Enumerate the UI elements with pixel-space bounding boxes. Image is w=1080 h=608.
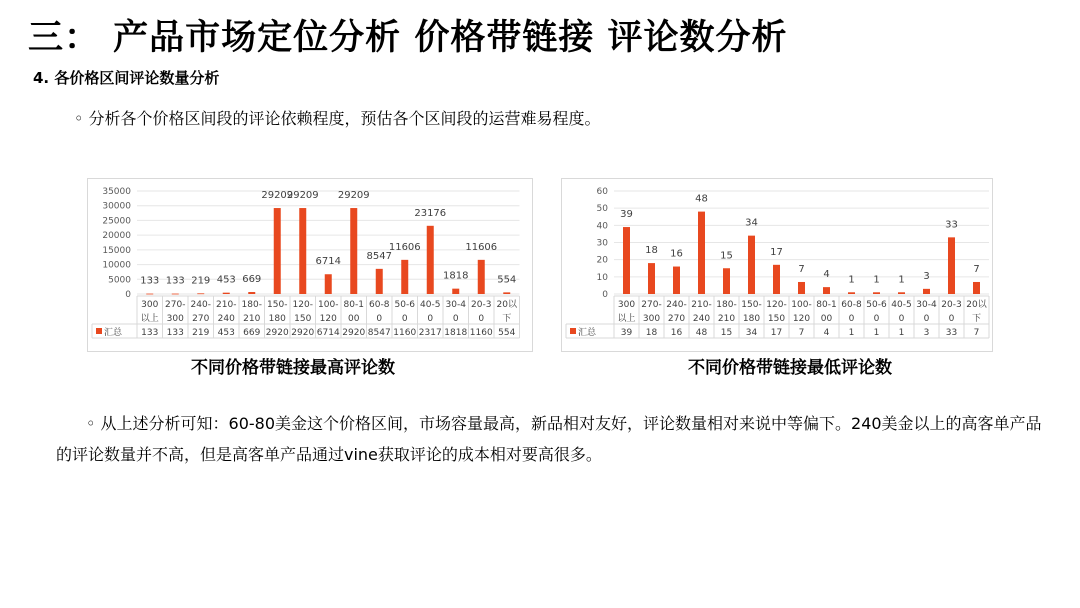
y-tick-label: 30 [596,238,608,249]
bar [197,293,204,294]
table-value: 2920 [265,328,289,338]
x-tick-label: 100- [791,300,812,310]
x-tick-label: 240 [217,314,235,324]
data-label: 39 [620,209,633,221]
bar [798,282,805,294]
y-tick-label: 35000 [102,187,131,197]
x-tick-label: 0 [948,314,955,324]
x-tick-label: 以上 [140,314,159,324]
table-value: 2920 [291,328,315,338]
x-tick-label: 150- [741,300,762,310]
x-tick-label: 以上 [617,314,636,324]
legend-label: 汇总 [578,328,597,338]
bar [773,265,780,294]
max-reviews-chart [87,178,533,352]
bar [698,212,705,294]
x-tick-label: 100- [318,300,339,310]
table-value: 34 [745,328,758,338]
x-tick-label: 30-4 [445,300,466,310]
bar [748,236,755,294]
x-tick-label: 20以 [496,300,517,310]
x-tick-label: 0 [923,314,930,324]
table-value: 669 [243,328,261,338]
bar [172,294,179,295]
table-value: 2317 [418,328,442,338]
x-tick-label: 50-6 [866,300,887,310]
y-tick-label: 20000 [102,231,131,242]
x-tick-label: 50-6 [394,300,415,310]
bar [973,282,980,294]
bar [873,292,880,294]
x-tick-label: 210- [691,300,712,310]
x-tick-label: 180 [268,314,286,324]
data-label: 453 [216,274,236,286]
data-label: 1 [873,274,880,286]
data-label: 11606 [465,241,498,253]
x-tick-label: 20以 [966,300,987,310]
conclusion-text: ◦ 从上述分析可知：60-80美金这个价格区间，市场容量最高，新品相对友好，评论数量相对来说中等偏下。240美金以上的高客单产品的评论数量并不高，但是高客单产品通过vine获取评论的成本相对要高很多。 [56,414,1042,464]
bar [146,294,153,295]
x-tick-label: 120 [792,314,811,324]
bar [848,292,855,294]
table-value: 7 [798,328,805,338]
data-label: 17 [770,246,783,258]
table-value: 1 [873,328,880,338]
table-value: 18 [645,328,658,338]
x-tick-label: 0 [376,314,383,324]
x-tick-label: 210 [717,314,736,324]
legend-swatch [96,328,102,334]
y-tick-label: 10 [596,272,608,283]
x-tick-label: 0 [452,314,459,324]
data-label: 554 [497,274,517,286]
table-value: 2920 [342,328,366,338]
table-value: 1160 [393,328,417,338]
x-tick-label: 60-8 [369,300,390,310]
bar [648,263,655,294]
bar [427,226,434,294]
table-value: 16 [670,328,683,338]
data-label: 1 [898,274,905,286]
y-tick-label: 20 [596,255,608,266]
x-tick-label: 150 [294,314,312,324]
x-tick-label: 150 [767,314,786,324]
data-label: 34 [745,217,758,229]
bar [948,237,955,294]
bar [823,287,830,294]
x-tick-label: 120- [766,300,787,310]
table-value: 133 [166,328,184,338]
bar [898,292,905,294]
data-label: 1 [848,274,855,286]
x-tick-label: 0 [898,314,905,324]
data-label: 11606 [388,241,421,253]
x-tick-label: 180 [742,314,761,324]
intro-paragraph: ◦ 分析各个价格区间段的评论依赖程度，预估各个区间段的运营难易程度。 [74,109,601,128]
slide-title: 三： 产品市场定位分析 价格带链接 评论数分析 [28,18,788,58]
bar [478,260,485,294]
x-tick-label: 240 [692,314,711,324]
x-tick-label: 180- [241,300,262,310]
table-value: 133 [141,328,159,338]
x-tick-label: 40-5 [891,300,912,310]
x-tick-label: 80-1 [816,300,837,310]
table-value: 39 [620,328,633,338]
x-tick-label: 0 [478,314,485,324]
bar [503,292,510,294]
bar [299,208,306,294]
x-tick-label: 0 [848,314,855,324]
data-label: 3 [923,270,930,282]
table-value: 1818 [444,328,468,338]
x-tick-label: 180- [716,300,737,310]
data-label: 7 [973,263,980,275]
x-tick-label: 270- [641,300,662,310]
data-label: 1818 [443,270,469,282]
bar [248,292,255,294]
x-tick-label: 240- [190,300,211,310]
y-tick-label: 15000 [102,245,131,256]
table-value: 3 [923,328,930,338]
data-label: 48 [695,193,708,205]
bar [223,293,230,294]
table-value: 17 [770,328,783,338]
x-tick-label: 30-4 [916,300,937,310]
table-value: 1 [848,328,855,338]
x-tick-label: 210- [216,300,237,310]
x-tick-label: 0 [401,314,408,324]
table-value: 453 [217,328,235,338]
table-value: 33 [945,328,958,338]
legend-label: 汇总 [104,328,123,338]
section-heading: 4. 各价格区间评论数量分析 [33,69,220,87]
y-tick-label: 10000 [102,260,131,271]
bar [723,268,730,294]
data-label: 133 [140,275,160,287]
y-tick-label: 0 [125,290,131,300]
x-tick-label: 300 [642,314,661,324]
x-tick-label: 300 [141,300,159,310]
x-tick-label: 下 [502,314,512,324]
y-tick-label: 60 [596,187,608,197]
x-tick-label: 270 [667,314,686,324]
data-label: 16 [670,248,683,260]
data-label: 8547 [366,250,392,262]
data-label: 219 [191,275,211,287]
x-tick-label: 60-8 [841,300,862,310]
bar [401,260,408,294]
x-tick-label: 20-3 [471,300,492,310]
y-tick-label: 5000 [108,275,131,286]
bar [376,269,383,294]
x-tick-label: 270- [165,300,186,310]
table-value: 554 [498,328,516,338]
x-tick-label: 300 [617,300,636,310]
min-reviews-chart-svg [562,179,992,351]
table-value: 7 [973,328,980,338]
data-label: 29209 [286,190,319,202]
data-label: 7 [798,263,805,275]
data-label: 133 [165,275,185,287]
x-tick-label: 0 [427,314,434,324]
table-value: 4 [823,328,830,338]
bar [325,274,332,294]
x-tick-label: 40-5 [420,300,441,310]
y-tick-label: 30000 [102,201,131,212]
x-tick-label: 20-3 [941,300,962,310]
min-reviews-chart-caption: 不同价格带链接最低评论数 [688,358,892,378]
table-value: 48 [695,328,708,338]
x-tick-label: 150- [267,300,288,310]
legend-swatch [570,328,576,334]
x-tick-label: 270 [192,314,210,324]
table-value: 1160 [469,328,493,338]
x-tick-label: 00 [820,314,833,324]
data-label: 33 [945,219,958,231]
y-tick-label: 0 [602,290,608,300]
x-tick-label: 80-1 [343,300,364,310]
x-tick-label: 240- [666,300,687,310]
min-reviews-chart [561,178,993,352]
x-tick-label: 120- [292,300,313,310]
bar [923,289,930,294]
data-label: 29209 [261,190,294,202]
data-label: 6714 [315,256,341,268]
data-label: 4 [823,269,830,281]
bar [623,227,630,294]
x-tick-label: 300 [166,314,184,324]
table-value: 6714 [316,328,340,338]
bar [350,208,357,294]
max-reviews-chart-caption: 不同价格带链接最高评论数 [191,358,395,378]
bar [673,267,680,294]
x-tick-label: 120 [319,314,337,324]
conclusion-paragraph [56,408,1056,470]
bar [274,208,281,294]
y-tick-label: 25000 [102,216,131,227]
bar [452,289,459,294]
x-tick-label: 下 [971,314,982,324]
data-label: 15 [720,250,733,262]
table-value: 15 [720,328,733,338]
data-label: 669 [242,274,262,286]
table-value: 1 [898,328,905,338]
x-tick-label: 0 [873,314,880,324]
y-tick-label: 40 [596,221,608,232]
data-label: 29209 [337,190,370,202]
max-reviews-chart-svg [88,179,532,351]
data-label: 18 [645,245,658,257]
x-tick-label: 210 [243,314,261,324]
y-tick-label: 50 [596,204,608,215]
table-value: 8547 [367,328,391,338]
data-label: 23176 [414,207,447,219]
table-value: 219 [192,328,210,338]
x-tick-label: 00 [348,314,360,324]
